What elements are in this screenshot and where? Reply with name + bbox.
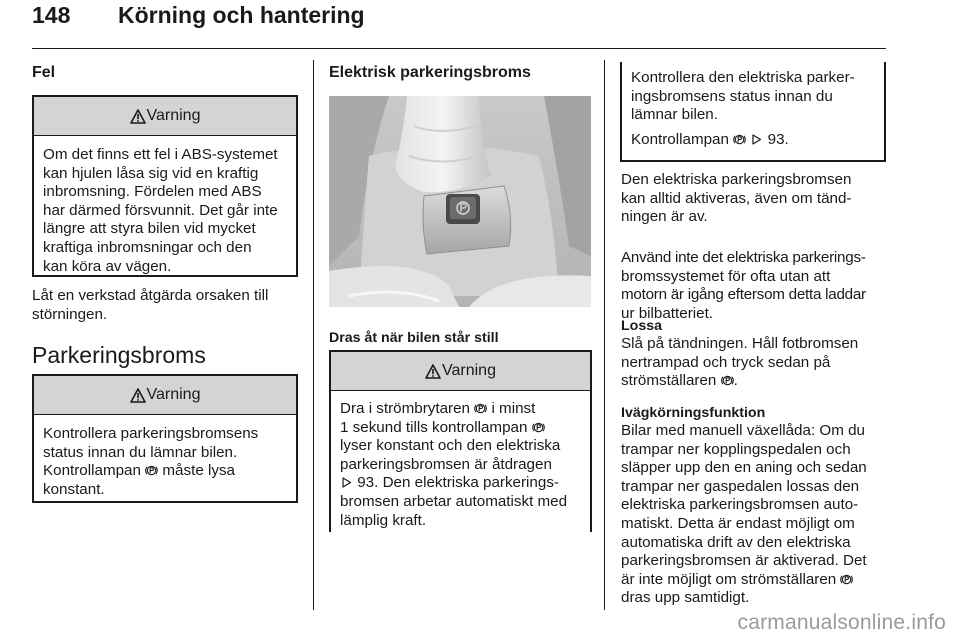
warning-box-abs <box>32 95 298 277</box>
text-line <box>340 400 581 419</box>
text-line: kan köra av vägen. <box>43 257 172 275</box>
text-span: Dra i strömbrytaren <box>340 400 470 417</box>
text-line: matiskt. Detta är endast möjligt om <box>621 514 855 532</box>
parking-brake-icon <box>145 464 158 477</box>
text-line: Om det finns ett fel i ABS-systemet <box>43 146 278 163</box>
warning-box-continued <box>620 62 886 162</box>
text-line: kraftiga inbromsningar och den <box>43 238 252 256</box>
text-line: ingsbromsens status innan du <box>631 87 833 105</box>
text-line: dras upp samtidigt. <box>621 589 750 607</box>
text-line: släpper upp den en aning och sedan <box>621 459 867 477</box>
text-line: motorn är igång eftersom detta laddar <box>621 286 866 304</box>
warning-triangle-icon <box>130 109 146 124</box>
text-line: trampar ner kopplingspedalen och <box>621 440 851 458</box>
text-line: kan hjulen låsa sig vid en kraftig <box>43 164 259 182</box>
text-line: bromssystemet för ofta utan att <box>621 267 831 285</box>
text-line: ningen är av. <box>621 208 708 226</box>
page-reference-icon <box>340 476 353 489</box>
parking-brake-icon <box>532 421 545 434</box>
warning-text <box>622 62 884 149</box>
text-span: 93. <box>767 130 789 148</box>
text-span: i minst <box>491 400 536 417</box>
warning-text <box>34 415 296 499</box>
text-line: parkeringsbromsen är aktiverad. Det <box>621 552 867 570</box>
text-span: Kontrollampan <box>43 462 141 480</box>
text-line: Låt en verkstad åtgärda orsaken till <box>32 287 269 304</box>
paragraph-aktiveras <box>621 171 851 227</box>
chapter-title: Körning och hantering <box>118 2 365 28</box>
text-line: längre att styra bilen vid mycket <box>43 220 256 238</box>
text-line: kan alltid aktiveras, även om tänd- <box>621 189 852 207</box>
column-divider <box>313 60 314 610</box>
text-span: måste lysa <box>162 462 235 480</box>
header-rule <box>32 48 886 49</box>
text-line: parkeringsbromsen är åtdragen <box>340 455 552 473</box>
heading-fel: Fel <box>32 64 56 81</box>
text-line <box>621 571 867 590</box>
text-span: 93. Den elektriska parkerings- <box>357 474 559 492</box>
paragraph-lossa <box>621 335 858 391</box>
parking-brake-icon <box>733 133 746 146</box>
text-line: lämnar bilen. <box>631 106 718 124</box>
text-line: nertrampad och tryck sedan på <box>621 353 831 371</box>
text-span: är inte möjligt om strömställaren <box>621 570 837 588</box>
text-line: bromsen arbetar automatiskt med <box>340 492 568 510</box>
photo-caption: Dras åt när bilen står still <box>329 330 499 346</box>
warning-header <box>34 97 296 136</box>
text-line: trampar ner gaspedalen lossas den <box>621 477 860 495</box>
text-line: Kontrollera den elektriska parker- <box>631 69 855 86</box>
text-line: lämplig kraft. <box>340 511 427 529</box>
warning-text <box>331 391 590 530</box>
warning-header <box>331 352 590 391</box>
text-line: konstant. <box>43 480 105 498</box>
paragraph-ivagkorning <box>621 422 867 608</box>
text-span: 1 sekund tills kontrollampan <box>340 418 528 436</box>
page-reference-icon <box>750 133 763 146</box>
console-illustration <box>329 96 591 307</box>
text-line: lyser konstant och den elektriska <box>340 437 561 455</box>
warning-title: Varning <box>146 107 201 124</box>
text-line: elektriska parkeringsbromsen auto- <box>621 496 859 514</box>
parking-brake-icon <box>840 573 853 586</box>
column-divider <box>604 60 605 610</box>
warning-text <box>34 136 296 276</box>
parking-brake-photo <box>329 96 591 307</box>
parking-brake-icon <box>721 374 734 387</box>
watermark[interactable]: carmanualsonline.info <box>737 611 946 634</box>
text-line <box>340 419 581 438</box>
text-line: störningen. <box>32 305 108 323</box>
warning-triangle-icon <box>130 388 146 403</box>
warning-box-parking <box>32 374 298 503</box>
text-line: automatiska drift av den elektriska <box>621 533 851 551</box>
text-line: ur bilbatteriet. <box>621 304 714 322</box>
text-line: Använd inte det elektriska parkerings- <box>621 249 866 266</box>
text-line: strömställaren . <box>621 372 738 390</box>
warning-title: Varning <box>442 362 496 379</box>
text-line: Kontrollera parkeringsbromsens <box>43 425 259 442</box>
parking-brake-icon <box>474 402 487 415</box>
text-line <box>631 131 875 150</box>
heading-parkeringsbroms: Parkeringsbroms <box>32 342 206 368</box>
text-line: Slå på tändningen. Håll fotbromsen <box>621 335 859 352</box>
text-line: status innan du lämnar bilen. <box>43 443 238 461</box>
warning-box-epb <box>329 350 592 532</box>
heading-elektrisk: Elektrisk parkeringsbroms <box>329 64 531 81</box>
text-line <box>340 474 581 493</box>
warning-header <box>34 376 296 415</box>
text-line <box>43 462 287 481</box>
warning-title: Varning <box>146 386 201 403</box>
heading-ivagkorning: Ivägkörningsfunktion <box>621 405 766 421</box>
text-span: Kontrollampan <box>631 130 729 148</box>
text-span: strömställaren <box>621 372 717 390</box>
paragraph-anvand-inte <box>621 249 866 323</box>
heading-lossa: Lossa <box>621 318 663 334</box>
paragraph-verkstad <box>32 287 268 324</box>
page-number: 148 <box>32 2 71 28</box>
text-line: Den elektriska parkeringsbromsen <box>621 171 852 188</box>
text-line: inbromsning. Fördelen med ABS <box>43 183 262 201</box>
text-line: har därmed försvunnit. Det går inte <box>43 201 278 219</box>
warning-triangle-icon <box>425 364 441 379</box>
text-line: Bilar med manuell växellåda: Om du <box>621 422 865 439</box>
